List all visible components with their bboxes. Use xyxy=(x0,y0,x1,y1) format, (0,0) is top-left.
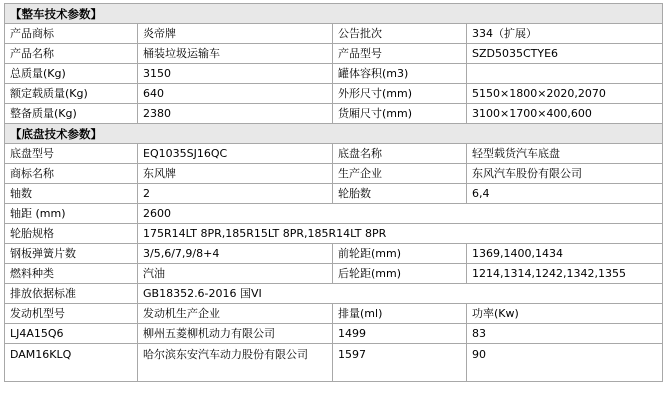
cell: 3150 xyxy=(138,64,333,84)
cell: 底盘型号 xyxy=(5,144,138,164)
cell: 轮胎数 xyxy=(333,184,467,204)
table-row xyxy=(5,324,663,344)
spec-sheet xyxy=(4,3,662,382)
cell: 轴距 (mm) xyxy=(5,204,138,224)
cell: DAM16KLQ xyxy=(5,344,138,382)
table-row xyxy=(5,164,663,184)
cell: 前轮距(mm) xyxy=(333,244,467,264)
cell: EQ1035SJ16QC xyxy=(138,144,333,164)
chassis-section-header xyxy=(5,124,663,144)
table-row xyxy=(5,264,663,284)
cell: 货厢尺寸(mm) xyxy=(333,104,467,124)
cell: 整备质量(Kg) xyxy=(5,104,138,124)
table-row xyxy=(5,44,663,64)
table-row xyxy=(5,344,663,382)
cell: 1214,1314,1242,1342,1355 xyxy=(467,264,663,284)
column-header: 排量(ml) xyxy=(333,304,467,324)
cell: 底盘名称 xyxy=(333,144,467,164)
table-row xyxy=(5,24,663,44)
cell: 钢板弹簧片数 xyxy=(5,244,138,264)
table-row xyxy=(5,184,663,204)
cell: SZD5035CTYE6 xyxy=(467,44,663,64)
column-header: 发动机生产企业 xyxy=(138,304,333,324)
cell: 外形尺寸(mm) xyxy=(333,84,467,104)
cell: 1369,1400,1434 xyxy=(467,244,663,264)
table-row xyxy=(5,244,663,264)
chassis-section-title: 【底盘技术参数】 xyxy=(5,124,663,144)
table-row xyxy=(5,224,663,244)
cell: 轮胎规格 xyxy=(5,224,138,244)
cell: 3100×1700×400,600 xyxy=(467,104,663,124)
cell: 罐体容积(m3) xyxy=(333,64,467,84)
cell: 炎帝牌 xyxy=(138,24,333,44)
cell: 排放依据标准 xyxy=(5,284,138,304)
cell: 东风汽车股份有限公司 xyxy=(467,164,663,184)
cell: 生产企业 xyxy=(333,164,467,184)
cell: 产品型号 xyxy=(333,44,467,64)
cell: 640 xyxy=(138,84,333,104)
spec-table xyxy=(4,3,663,382)
cell: 2600 xyxy=(138,204,663,224)
cell: 东风牌 xyxy=(138,164,333,184)
cell: 83 xyxy=(467,324,663,344)
cell: 桶装垃圾运输车 xyxy=(138,44,333,64)
cell: 334（扩展） xyxy=(467,24,663,44)
cell: 2380 xyxy=(138,104,333,124)
cell: 1597 xyxy=(333,344,467,382)
cell: 5150×1800×2020,2070 xyxy=(467,84,663,104)
cell: LJ4A15Q6 xyxy=(5,324,138,344)
cell: 额定载质量(Kg) xyxy=(5,84,138,104)
table-row xyxy=(5,284,663,304)
cell: 汽油 xyxy=(138,264,333,284)
column-header: 功率(Kw) xyxy=(467,304,663,324)
cell: 2 xyxy=(138,184,333,204)
table-row xyxy=(5,144,663,164)
cell: 产品名称 xyxy=(5,44,138,64)
column-header: 发动机型号 xyxy=(5,304,138,324)
cell: GB18352.6-2016 国VI xyxy=(138,284,663,304)
table-row xyxy=(5,64,663,84)
cell: 3/5,6/7,9/8+4 xyxy=(138,244,333,264)
cell: 产品商标 xyxy=(5,24,138,44)
cell: 175R14LT 8PR,185R15LT 8PR,185R14LT 8PR xyxy=(138,224,663,244)
cell: 总质量(Kg) xyxy=(5,64,138,84)
cell: 轻型载货汽车底盘 xyxy=(467,144,663,164)
cell: 后轮距(mm) xyxy=(333,264,467,284)
cell: 6,4 xyxy=(467,184,663,204)
vehicle-section-header xyxy=(5,4,663,24)
cell: 公告批次 xyxy=(333,24,467,44)
cell: 商标名称 xyxy=(5,164,138,184)
cell xyxy=(467,64,663,84)
cell: 轴数 xyxy=(5,184,138,204)
vehicle-section-title: 【整车技术参数】 xyxy=(5,4,663,24)
table-row xyxy=(5,204,663,224)
table-row xyxy=(5,84,663,104)
cell: 柳州五菱柳机动力有限公司 xyxy=(138,324,333,344)
cell: 1499 xyxy=(333,324,467,344)
table-row xyxy=(5,104,663,124)
cell: 90 xyxy=(467,344,663,382)
cell: 燃料种类 xyxy=(5,264,138,284)
cell: 哈尔滨东安汽车动力股份有限公司 xyxy=(138,344,333,382)
engine-header-row xyxy=(5,304,663,324)
